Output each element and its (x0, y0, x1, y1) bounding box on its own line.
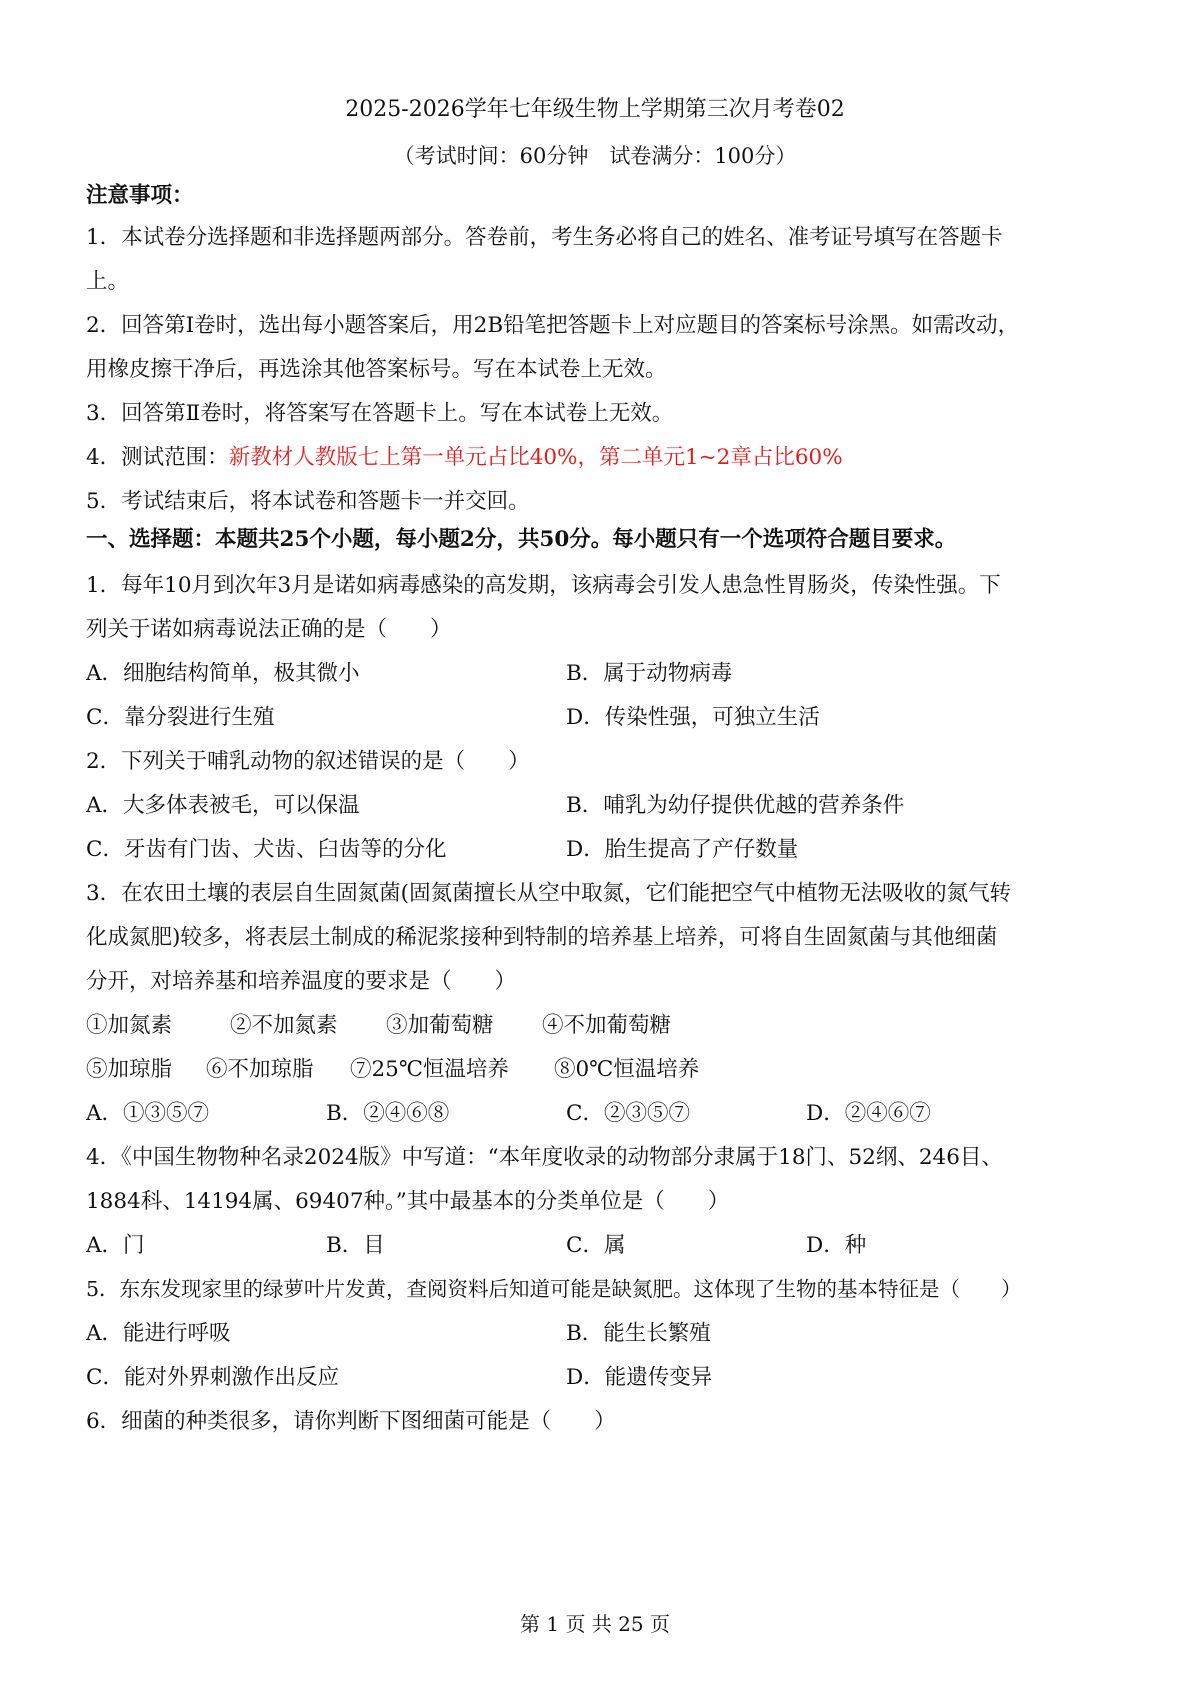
page-number: 第 1 页 共 25 页 (520, 1612, 670, 1636)
q2-option-d: D．胎生提高了产仔数量 (566, 837, 799, 862)
note-2-line-2: 用橡皮擦干净后，再选涂其他答案标号。写在本试卷上无效。 (86, 357, 667, 382)
note-4 (86, 440, 843, 471)
q5-stem: 5．东东发现家里的绿萝叶片发黄，查阅资料后知道可能是缺氮肥。这体现了生物的基本特征是（ ） (86, 1277, 1022, 1301)
q3-condition-6: ⑥不加琼脂 (206, 1057, 314, 1082)
q3-condition-7: ⑦25℃恒温培养 (350, 1057, 509, 1082)
q4-option-b: B．目 (326, 1233, 385, 1258)
q3-condition-3: ③加葡萄糖 (386, 1013, 494, 1038)
q3-option-b: B．②④⑥⑧ (326, 1101, 450, 1126)
q4-option-d: D．种 (806, 1233, 867, 1258)
q4-option-c: C．属 (566, 1233, 626, 1258)
test-scope-highlight: 新教材人教版七上第一单元占比40%，第二单元1~2章占比60% (228, 445, 843, 470)
note-1-line-2: 上。 (86, 269, 130, 294)
q5-option-c: C．能对外界刺激作出反应 (86, 1365, 339, 1390)
q3-condition-1: ①加氮素 (86, 1013, 173, 1038)
q2-option-a: A．大多体表被毛，可以保温 (86, 793, 360, 818)
exam-title: 2025-2026学年七年级生物上学期第三次月考卷02 (345, 97, 845, 122)
q3-stem-line-3: 分开，对培养基和培养温度的要求是（ ） (86, 969, 517, 994)
q4-stem-line-2: 1884科、14194属、69407种。”其中最基本的分类单位是（ ） (86, 1189, 730, 1214)
q1-stem-line-2: 列关于诺如病毒说法正确的是（ ） (86, 617, 452, 642)
q6-stem: 6．细菌的种类很多，请你判断下图细菌可能是（ ） (86, 1409, 616, 1434)
note-1-line-1: 1．本试卷分选择题和非选择题两部分。答卷前，考生务必将自己的姓名、准考证号填写在答题卡 (86, 225, 1003, 250)
q1-option-d: D．传染性强，可独立生活 (566, 705, 820, 730)
note-2-line-1: 2．回答第Ⅰ卷时，选出每小题答案后，用2B铅笔把答题卡上对应题目的答案标号涂黑。如需改动， (86, 313, 1020, 338)
notes-heading: 注意事项： (86, 183, 194, 208)
q2-option-b: B．哺乳为幼仔提供优越的营养条件 (566, 793, 905, 818)
q1-option-b: B．属于动物病毒 (566, 661, 733, 686)
q1-option-c: C．靠分裂进行生殖 (86, 705, 275, 730)
q4-stem-line-1: 4．《中国生物物种名录2024版》中写道：“本年度收录的动物部分隶属于18门、52纲、246目、 (86, 1145, 1003, 1170)
exam-subtitle: （考试时间：60分钟 试卷满分：100分） (393, 144, 797, 168)
q3-option-d: D．②④⑥⑦ (806, 1101, 931, 1126)
note-4-prefix: 4．测试范围： (86, 445, 229, 470)
q5-option-a: A．能进行呼吸 (86, 1321, 231, 1346)
q2-stem: 2．下列关于哺乳动物的叙述错误的是（ ） (86, 749, 530, 774)
q1-option-a: A．细胞结构简单，极其微小 (86, 661, 360, 686)
q3-stem-line-1: 3．在农田土壤的表层自生固氮菌(固氮菌擅长从空中取氮，它们能把空气中植物无法吸收的氮气转 (86, 881, 1012, 906)
note-3: 3．回答第Ⅱ卷时，将答案写在答题卡上。写在本试卷上无效。 (86, 401, 674, 426)
q3-condition-5: ⑤加琼脂 (86, 1057, 173, 1082)
q3-condition-4: ④不加葡萄糖 (542, 1013, 672, 1038)
note-5: 5．考试结束后，将本试卷和答题卡一并交回。 (86, 489, 530, 514)
q3-option-c: C．②③⑤⑦ (566, 1101, 690, 1126)
q1-stem-line-1: 1．每年10月到次年3月是诺如病毒感染的高发期，该病毒会引发人患急性胃肠炎，传染性强。下 (86, 573, 1001, 598)
q2-option-c: C．牙齿有门齿、犬齿、臼齿等的分化 (86, 837, 447, 862)
q4-option-a: A．门 (86, 1233, 145, 1258)
q3-condition-2: ②不加氮素 (230, 1013, 338, 1038)
q5-option-d: D．能遗传变异 (566, 1365, 713, 1390)
q3-stem-line-2: 化成氮肥)较多，将表层土制成的稀泥浆接种到特制的培养基上培养，可将自生固氮菌与其他细菌 (86, 925, 998, 950)
q5-option-b: B．能生长繁殖 (566, 1321, 711, 1346)
q3-condition-8: ⑧0℃恒温培养 (554, 1057, 700, 1082)
q3-option-a: A．①③⑤⑦ (86, 1101, 210, 1126)
section-1-heading: 一、选择题：本题共25个小题，每小题2分，共50分。每小题只有一个选项符合题目要求。 (86, 527, 957, 552)
